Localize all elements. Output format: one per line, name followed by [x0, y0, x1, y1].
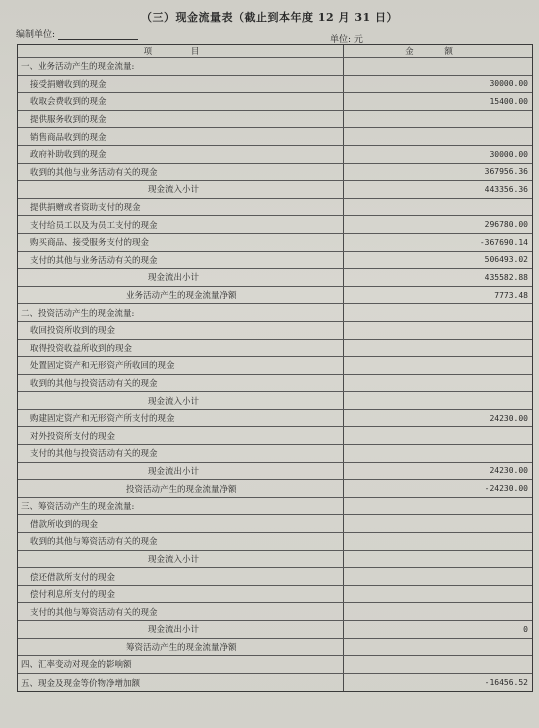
row-label: 销售商品收到的现金	[18, 128, 344, 145]
row-label: 提供捐赠或者资助支付的现金	[18, 199, 344, 216]
row-label: 业务活动产生的现金流量净额	[18, 287, 344, 304]
table-row	[18, 216, 532, 234]
table-row	[18, 76, 532, 94]
row-label: 收取会费收到的现金	[18, 93, 344, 110]
table-row	[18, 621, 532, 639]
table-row	[18, 568, 532, 586]
header-item: 项 目	[18, 45, 344, 57]
row-label: 对外投资所支付的现金	[18, 427, 344, 444]
row-label: 政府补助收到的现金	[18, 146, 344, 163]
row-label: 接受捐赠收到的现金	[18, 76, 344, 93]
table-row	[18, 287, 532, 305]
compiling-unit-label: 编制单位:	[16, 30, 56, 40]
row-amount	[344, 322, 532, 339]
row-label: 投资活动产生的现金流量净额	[18, 480, 344, 497]
row-amount	[344, 515, 532, 532]
row-amount	[344, 111, 532, 128]
row-amount: -16456.52	[484, 678, 528, 688]
row-amount: 15400.00	[489, 96, 528, 106]
table-row	[18, 445, 532, 463]
row-amount	[344, 427, 532, 444]
header-amount: 金 额	[405, 47, 467, 57]
row-label: 收到的其他与投资活动有关的现金	[18, 375, 344, 392]
row-amount: 435582.88	[484, 272, 528, 282]
row-label: 收到的其他与筹资活动有关的现金	[18, 533, 344, 550]
row-label: 收到的其他与业务活动有关的现金	[18, 164, 344, 181]
row-label: 偿付利息所支付的现金	[18, 586, 344, 603]
row-label: 支付的其他与筹资活动有关的现金	[18, 603, 344, 620]
row-amount: 443356.36	[484, 184, 528, 194]
table-row	[18, 322, 532, 340]
table-row	[18, 498, 532, 516]
table-row	[18, 146, 532, 164]
table-row	[18, 586, 532, 604]
row-amount	[344, 533, 532, 550]
table-row	[18, 480, 532, 498]
table-row	[18, 58, 532, 76]
table-row	[18, 603, 532, 621]
row-amount	[344, 375, 532, 392]
table-row	[18, 463, 532, 481]
table-row	[18, 357, 532, 375]
row-label: 现金流入小计	[18, 392, 344, 409]
table-row	[18, 269, 532, 287]
table-row	[18, 674, 532, 692]
table-row	[18, 128, 532, 146]
row-amount: 0	[523, 624, 528, 634]
table-row	[18, 639, 532, 657]
row-amount: 30000.00	[489, 79, 528, 89]
row-amount: 296780.00	[484, 220, 528, 230]
table-row	[18, 252, 532, 270]
row-label: 收回投资所收到的现金	[18, 322, 344, 339]
row-amount: 24230.00	[489, 466, 528, 476]
currency-unit-label: 单位: 元	[330, 35, 363, 45]
row-amount	[344, 568, 532, 585]
table-row	[18, 304, 532, 322]
table-row	[18, 656, 532, 674]
row-amount	[344, 357, 532, 374]
row-amount	[344, 199, 532, 216]
row-amount	[344, 603, 532, 620]
row-label: 三、筹资活动产生的现金流量:	[18, 498, 344, 515]
row-label: 偿还借款所支付的现金	[18, 568, 344, 585]
row-label: 支付的其他与投资活动有关的现金	[18, 445, 344, 462]
row-label: 购买商品、接受服务支付的现金	[18, 234, 344, 251]
row-label: 一、业务活动产生的现金流量:	[18, 58, 344, 75]
row-amount: -24230.00	[484, 484, 528, 494]
row-amount: 506493.02	[484, 255, 528, 265]
row-label: 二、投资活动产生的现金流量:	[18, 304, 344, 321]
table-row	[18, 234, 532, 252]
row-label: 现金流出小计	[18, 269, 344, 286]
table-row	[18, 515, 532, 533]
row-amount	[344, 639, 532, 656]
row-amount: -367690.14	[479, 237, 528, 247]
table-row	[18, 410, 532, 428]
row-amount	[344, 498, 532, 515]
table-row	[18, 93, 532, 111]
row-amount	[344, 340, 532, 357]
row-amount: 7773.48	[494, 290, 528, 300]
row-amount	[344, 551, 532, 568]
row-amount	[344, 128, 532, 145]
row-amount	[344, 656, 532, 673]
row-label: 筹资活动产生的现金流量净额	[18, 639, 344, 656]
row-label: 支付给员工以及为员工支付的现金	[18, 216, 344, 233]
row-amount	[344, 58, 532, 75]
cash-flow-table	[17, 44, 533, 692]
table-row	[18, 533, 532, 551]
table-header-row	[18, 45, 532, 58]
row-amount: 24230.00	[489, 413, 528, 423]
row-amount	[344, 304, 532, 321]
row-label: 五、现金及现金等价物净增加额	[18, 674, 344, 692]
table-row	[18, 340, 532, 358]
row-amount: 30000.00	[489, 149, 528, 159]
row-label: 现金流入小计	[18, 181, 344, 198]
table-row	[18, 181, 532, 199]
row-label: 提供服务收到的现金	[18, 111, 344, 128]
compiling-unit-blank-line	[58, 30, 138, 40]
row-label: 支付的其他与业务活动有关的现金	[18, 252, 344, 269]
page-title: （三）现金流量表（截止到本年度 12 月 31 日）	[141, 11, 398, 24]
row-label: 现金流入小计	[18, 551, 344, 568]
row-amount: 367956.36	[484, 167, 528, 177]
table-row	[18, 375, 532, 393]
row-label: 借款所收到的现金	[18, 515, 344, 532]
table-row	[18, 427, 532, 445]
row-label: 现金流出小计	[18, 463, 344, 480]
table-row	[18, 111, 532, 129]
row-label: 取得投资收益所收到的现金	[18, 340, 344, 357]
table-row	[18, 551, 532, 569]
row-label: 现金流出小计	[18, 621, 344, 638]
row-label: 四、汇率变动对现金的影响额	[18, 656, 344, 673]
row-amount	[344, 586, 532, 603]
table-row	[18, 392, 532, 410]
row-amount	[344, 392, 532, 409]
row-label: 购建固定资产和无形资产所支付的现金	[18, 410, 344, 427]
row-amount	[344, 445, 532, 462]
table-row	[18, 199, 532, 217]
compiling-unit	[16, 27, 138, 40]
table-row	[18, 164, 532, 182]
row-label: 处置固定资产和无形资产所收回的现金	[18, 357, 344, 374]
